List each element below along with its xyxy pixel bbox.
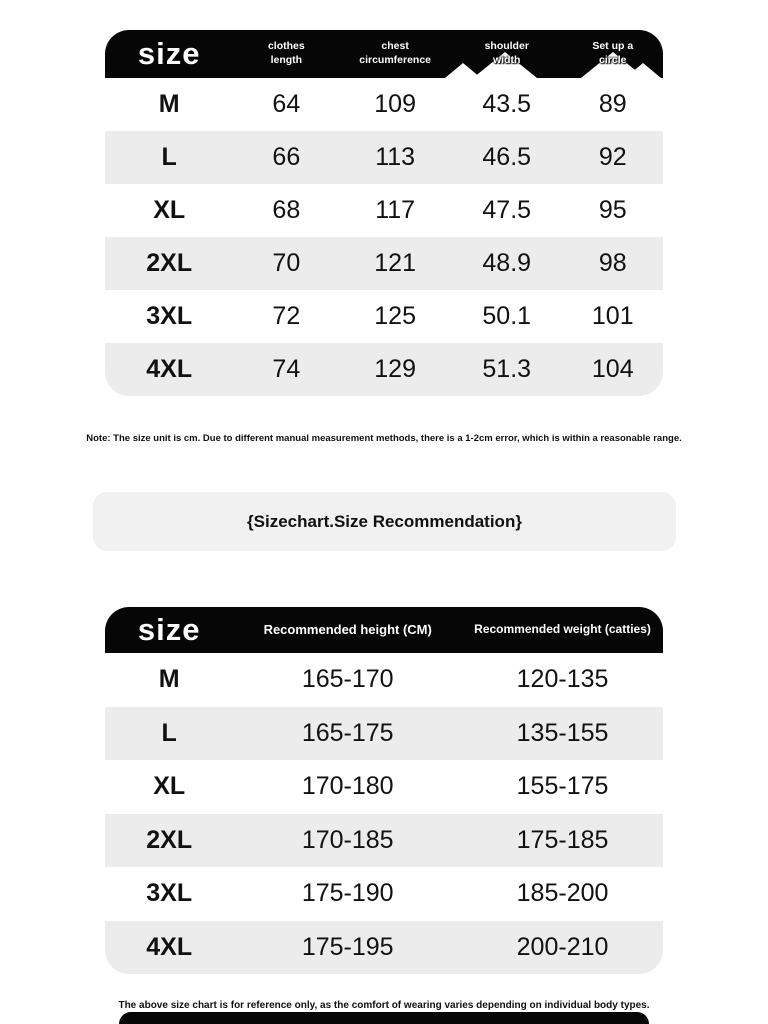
table-row-4xl [105,343,663,396]
recommended-weight-cell: 135-155 [516,718,609,747]
set-up-a-circle-cell: 89 [598,90,627,118]
recommended-weight-cell: 185-200 [516,879,609,908]
column-header-line: circle [599,54,627,66]
chest-circumference-cell: 113 [375,143,416,171]
clothes-length-cell: 64 [272,90,301,118]
table-row-m [105,653,663,707]
column-header-recommended-height: Recommended height (CM) [263,621,432,637]
recommended-height-cell: 165-175 [301,718,394,747]
size-cell: XL [153,196,186,224]
clothes-length-cell: 74 [272,355,301,383]
chest-circumference-cell: 109 [374,90,416,118]
table-row-l [105,707,663,761]
table-row-xl [105,184,663,237]
set-up-a-circle-cell: 104 [591,355,634,383]
recommended-weight-cell: 200-210 [516,932,609,961]
measurement-note: Note: The size unit is cm. Due to different manual measurement methods, there is a 1-2cm error, which is within a reasonable range. [86,433,682,444]
column-header-recommended-weight: Recommended weight (catties) [474,622,651,637]
recommendation-table [105,607,663,974]
recommended-height-cell: 175-190 [301,879,394,908]
set-up-a-circle-cell: 101 [591,302,634,330]
column-header-clothes-length [233,40,339,67]
size-header-label: size [137,612,201,647]
clothes-length-cell: 68 [272,196,301,224]
chest-circumference-cell: 125 [374,302,416,330]
size-cell: M [158,665,180,694]
recommended-weight-cell: 120-135 [516,665,609,694]
chest-circumference-cell: 121 [374,249,416,277]
table-row-m [105,78,663,131]
shoulder-width-cell: 47.5 [482,196,532,224]
shoulder-width-cell: 46.5 [482,143,532,171]
recommended-weight-cell: 155-175 [516,772,609,801]
set-up-a-circle-cell: 92 [598,143,627,171]
table-row-2xl [105,814,663,868]
size-cell: L [161,718,177,747]
clothes-length-cell: 70 [272,249,301,277]
recommendation-table-header [105,607,663,653]
banner-title: {Sizechart.Size Recommendation} [247,511,522,531]
size-cell: 4XL [146,932,193,961]
recommended-height-cell: 175-195 [301,932,394,961]
set-up-a-circle-cell: 95 [598,196,627,224]
column-header-line: clothes [267,40,305,53]
size-cell: 4XL [146,355,193,383]
column-header-line: circumference [359,54,432,66]
chest-circumference-cell: 117 [375,196,416,224]
size-header-label: size [137,36,201,71]
clothes-length-cell: 66 [272,143,301,171]
table-row-2xl [105,237,663,290]
size-cell: M [158,90,180,118]
column-header-set-up-a-circle [563,40,663,67]
recommended-height-cell: 165-170 [301,665,394,694]
measurement-table [105,30,663,396]
size-cell: 2XL [146,249,193,277]
measurement-table-header [105,30,663,78]
column-header-line: Set up a [592,40,634,53]
shoulder-width-cell: 51.3 [482,355,532,383]
column-header-line: width [493,54,521,66]
next-section-header-partial [119,1012,649,1024]
size-recommendation-banner [93,492,676,551]
set-up-a-circle-cell: 98 [598,249,627,277]
shoulder-width-cell: 43.5 [482,90,532,118]
recommended-height-cell: 170-180 [301,772,394,801]
column-header-line: length [270,54,303,66]
table-row-3xl [105,867,663,921]
size-cell: XL [153,772,186,801]
column-header-chest-circumference [339,40,451,67]
column-header-shoulder-width [451,40,563,67]
table-row-4xl [105,921,663,975]
table-row-3xl [105,290,663,343]
table-row-xl [105,760,663,814]
recommended-weight-cell: 175-185 [516,825,609,854]
clothes-length-cell: 72 [272,302,301,330]
size-cell: 2XL [146,825,193,854]
column-header-line: chest [381,40,409,53]
recommendation-note: The above size chart is for reference only, as the comfort of wearing varies depending on individual body types. [118,1000,650,1011]
chest-circumference-cell: 129 [374,355,416,383]
size-cell: 3XL [146,879,193,908]
column-header-line: shoulder [484,40,529,53]
recommended-height-cell: 170-185 [301,825,394,854]
size-cell: 3XL [146,302,193,330]
size-cell: L [161,143,177,171]
shoulder-width-cell: 50.1 [482,302,532,330]
shoulder-width-cell: 48.9 [482,249,532,277]
table-row-l [105,131,663,184]
